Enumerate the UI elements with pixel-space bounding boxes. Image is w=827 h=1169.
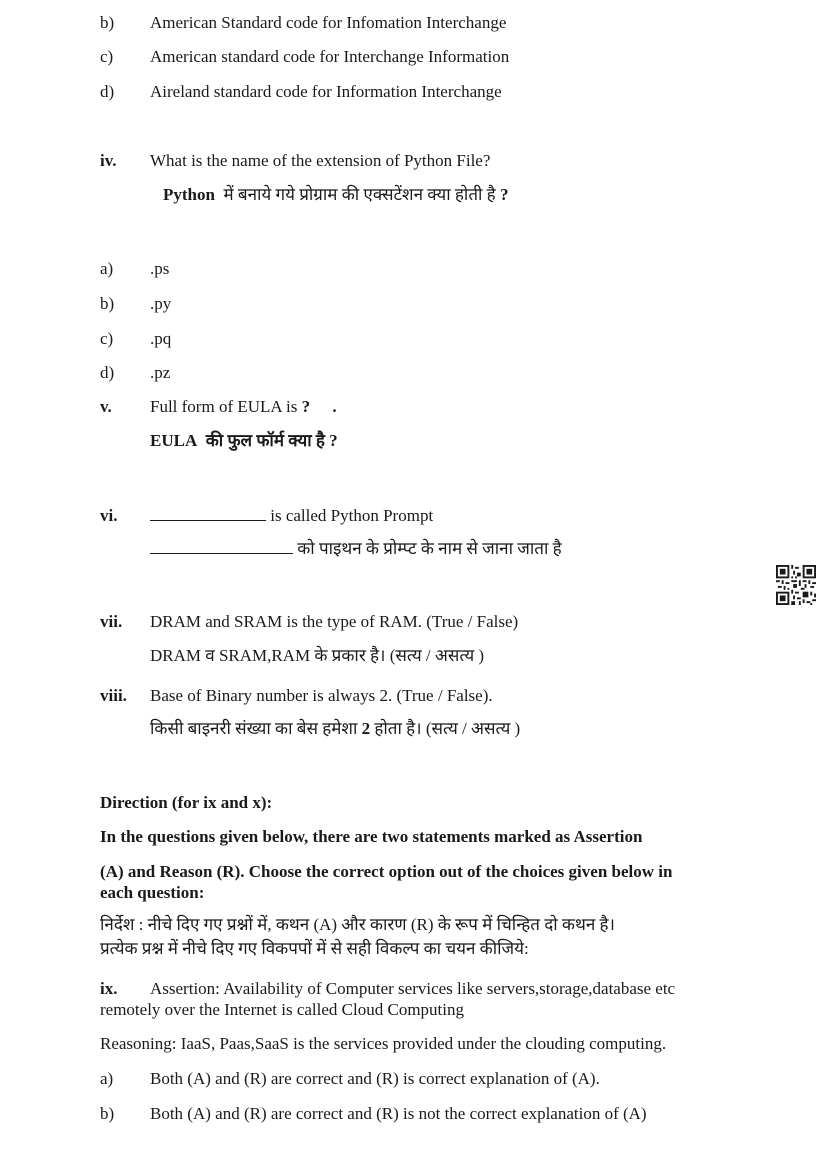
option-text: American Standard code for Infomation Interchange — [150, 13, 507, 32]
question-text: is called Python Prompt — [270, 506, 434, 525]
hi-bold-term: EULA — [150, 431, 198, 450]
question-number: vii. — [100, 612, 123, 631]
direction-hi-line-1: निर्देश : नीचे दिए गए प्रश्नों में, कथन (A) और कारण (R) के रूप में चिन्हित दो कथन है। — [100, 915, 615, 934]
hi-bold-term: Python — [163, 185, 215, 204]
qr-code-icon — [776, 565, 816, 605]
question-mark: ? — [499, 185, 509, 204]
question-text-hi: को पाइथन के प्रोम्प्ट के नाम से जाना जाता है — [297, 539, 562, 558]
direction-hi-line-2: प्रत्येक प्रश्न में नीचे दिए गए विकपपों में से सही विकल्प का चयन कीजिये: — [100, 939, 529, 958]
option-text: Both (A) and (R) are correct and (R) is correct explanation of (A). — [150, 1069, 600, 1088]
option-label: c) — [100, 329, 114, 348]
hi-text-pre: किसी बाइनरी संख्या का बेस हमेशा — [150, 719, 358, 738]
q4-question-hi — [163, 185, 508, 205]
question-text-en — [150, 397, 337, 417]
question-text-hi: में बनाये गये प्रोग्राम की एक्सटेंशन क्या होती है — [223, 185, 496, 204]
q9-reasoning: Reasoning: IaaS, Paas,SaaS is the services provided under the clouding computing. — [100, 1034, 667, 1053]
fill-blank — [150, 506, 266, 521]
q7-question-hi: DRAM व SRAM,RAM के प्रकार है। (सत्य / असत्य ) — [150, 646, 485, 665]
question-text-en: DRAM and SRAM is the type of RAM. (True / False) — [150, 612, 519, 631]
option-label: d) — [100, 363, 115, 382]
option-label: d) — [100, 82, 115, 101]
option-label: b) — [100, 1104, 115, 1123]
q9-assertion-cont: remotely over the Internet is called Cloud Computing — [100, 1000, 464, 1019]
option-label: b) — [100, 294, 115, 313]
q5-question-hi — [150, 431, 338, 451]
question-number: vi. — [100, 506, 118, 525]
question-text-hi: की फुल फॉर्म क्या है ? — [205, 431, 338, 450]
question-number: viii. — [100, 686, 127, 705]
question-number: v. — [100, 397, 112, 416]
question-mark: ? — [301, 397, 311, 416]
assertion-text: Assertion: Availability of Computer services like servers,storage,database etc — [150, 979, 676, 998]
option-label: c) — [100, 47, 114, 66]
direction-heading: Direction (for ix and x): — [100, 793, 273, 812]
option-text: Both (A) and (R) are correct and (R) is not the correct explanation of (A) — [150, 1104, 647, 1123]
question-text-en — [150, 506, 433, 526]
question-text-en: Base of Binary number is always 2. (True / False). — [150, 686, 493, 705]
direction-line-1: In the questions given below, there are two statements marked as Assertion — [100, 827, 643, 846]
option-label: a) — [100, 1069, 114, 1088]
direction-line-3: each question: — [100, 883, 205, 902]
fill-blank — [150, 539, 293, 554]
option-text: .pz — [150, 363, 171, 382]
hi-bold-number: 2 — [361, 719, 371, 738]
hi-text-post: होता है। (सत्य / असत्य ) — [374, 719, 521, 738]
question-number: iv. — [100, 151, 117, 170]
option-text: .ps — [150, 259, 170, 278]
question-text-en: What is the name of the extension of Python File? — [150, 151, 491, 170]
option-label: b) — [100, 13, 115, 32]
question-number: ix. — [100, 979, 118, 998]
q6-question-hi — [150, 539, 562, 559]
option-text: .pq — [150, 329, 172, 348]
option-text: Aireland standard code for Information Interchange — [150, 82, 502, 101]
direction-line-2: (A) and Reason (R). Choose the correct option out of the choices given below in — [100, 862, 673, 881]
option-label: a) — [100, 259, 114, 278]
question-text: Full form of EULA is — [150, 397, 298, 416]
option-text: American standard code for Interchange Information — [150, 47, 510, 66]
stray-dot: . — [332, 397, 337, 416]
option-text: .py — [150, 294, 172, 313]
q8-question-hi — [150, 719, 520, 739]
